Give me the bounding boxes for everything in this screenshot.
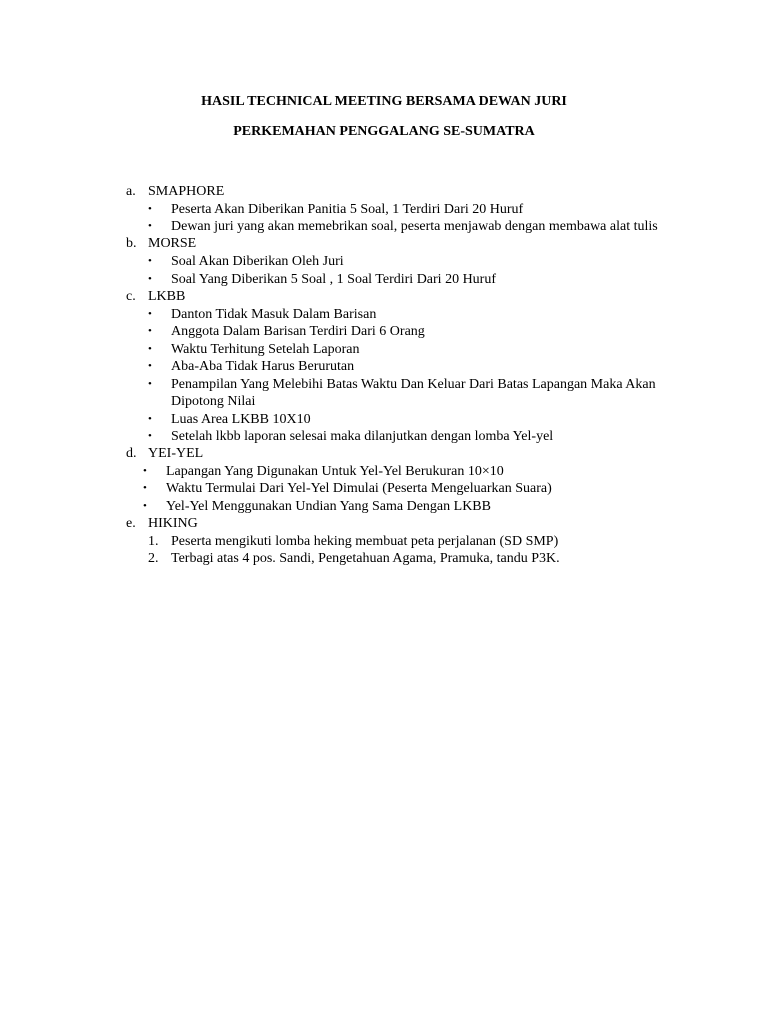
list-item xyxy=(0,306,768,323)
section-marker: c. xyxy=(126,288,136,304)
list-item-text: Anggota Dalam Barisan Terdiri Dari 6 Orang xyxy=(171,324,425,340)
section-label: MORSE xyxy=(148,236,197,252)
section-morse xyxy=(0,235,768,287)
list-item xyxy=(0,253,768,270)
section-marker: d. xyxy=(126,446,137,462)
list-item xyxy=(0,463,768,480)
bullet-icon: • xyxy=(148,412,152,425)
list-item-text: Waktu Terhitung Setelah Laporan xyxy=(171,341,360,357)
bullet-icon: • xyxy=(148,202,152,215)
section-marker: b. xyxy=(126,236,137,252)
section-marker: e. xyxy=(126,516,136,532)
section-heading xyxy=(0,445,768,462)
section-heading xyxy=(0,515,768,532)
list-item xyxy=(0,533,768,550)
section-smaphore xyxy=(0,183,768,235)
list-item xyxy=(0,201,768,218)
section-heading xyxy=(0,183,768,200)
bullet-icon: • xyxy=(143,464,147,477)
list-item xyxy=(0,358,768,375)
list-item xyxy=(0,323,768,340)
section-label: HIKING xyxy=(148,516,198,532)
section-label: YEI-YEL xyxy=(148,446,204,462)
section-marker: a. xyxy=(126,184,136,199)
section-label: LKBB xyxy=(148,288,186,304)
list-item xyxy=(0,271,768,288)
section-heading xyxy=(0,288,768,305)
bullet-icon: • xyxy=(148,255,152,268)
list-item-text: Setelah lkbb laporan selesai maka dilanjutkan dengan lomba Yel-yel xyxy=(171,429,554,445)
bullet-icon: • xyxy=(143,482,147,495)
item-number: 1. xyxy=(148,533,159,549)
bullet-icon: • xyxy=(148,325,152,338)
bullet-icon: • xyxy=(143,500,147,513)
list-item-text: Terbagi atas 4 pos. Sandi, Pengetahuan Agama, Pramuka, tandu P3K. xyxy=(171,551,560,567)
list-item xyxy=(0,218,768,235)
document-title: HASIL TECHNICAL MEETING BERSAMA DEWAN JURI xyxy=(201,94,567,109)
bullet-icon: • xyxy=(148,272,152,285)
list-item-text: Luas Area LKBB 10X10 xyxy=(171,411,311,427)
bullet-icon: • xyxy=(148,342,152,355)
list-item-text: Peserta mengikuti lomba heking membuat peta perjalanan (SD SMP) xyxy=(171,533,559,549)
list-item xyxy=(0,341,768,358)
list-item xyxy=(0,480,768,497)
bullet-icon: • xyxy=(148,360,152,373)
list-item-text: Aba-Aba Tidak Harus Berurutan xyxy=(171,359,355,375)
item-number: 2. xyxy=(148,551,159,567)
list-item-text: Soal Akan Diberikan Oleh Juri xyxy=(171,254,344,270)
list-item-text: Danton Tidak Masuk Dalam Barisan xyxy=(171,306,377,322)
list-item xyxy=(0,428,768,445)
section-hiking xyxy=(0,515,768,567)
list-item-text: Dewan juri yang akan memebrikan soal, peserta menjawab dengan membawa alat tulis xyxy=(171,219,658,235)
section-label: SMAPHORE xyxy=(148,184,225,199)
list-item-text: Soal Yang Diberikan 5 Soal , 1 Soal Terdiri Dari 20 Huruf xyxy=(171,271,497,287)
list-item-text: Lapangan Yang Digunakan Untuk Yel-Yel Berukuran 10×10 xyxy=(166,463,504,479)
bullet-icon: • xyxy=(148,377,152,390)
list-item xyxy=(0,550,768,567)
bullet-icon: • xyxy=(148,307,152,320)
section-lkbb xyxy=(0,288,768,445)
section-list xyxy=(0,183,768,567)
list-item-text: Peserta Akan Diberikan Panitia 5 Soal, 1 Terdiri Dari 20 Huruf xyxy=(171,201,524,217)
section-yel-yel xyxy=(0,445,768,515)
list-item xyxy=(0,376,768,410)
document-subtitle: PERKEMAHAN PENGGALANG SE-SUMATRA xyxy=(233,124,535,139)
list-item xyxy=(0,411,768,428)
list-item-text: Penampilan Yang Melebihi Batas Waktu Dan Keluar Dari Batas Lapangan Maka Akan Dipotong Nilai xyxy=(171,376,656,409)
list-item-text: Waktu Termulai Dari Yel-Yel Dimulai (Peserta Mengeluarkan Suara) xyxy=(166,481,552,497)
list-item xyxy=(0,498,768,515)
bullet-icon: • xyxy=(148,220,152,233)
section-heading xyxy=(0,235,768,252)
bullet-icon: • xyxy=(148,430,152,443)
list-item-text: Yel-Yel Menggunakan Undian Yang Sama Dengan LKBB xyxy=(166,499,491,515)
